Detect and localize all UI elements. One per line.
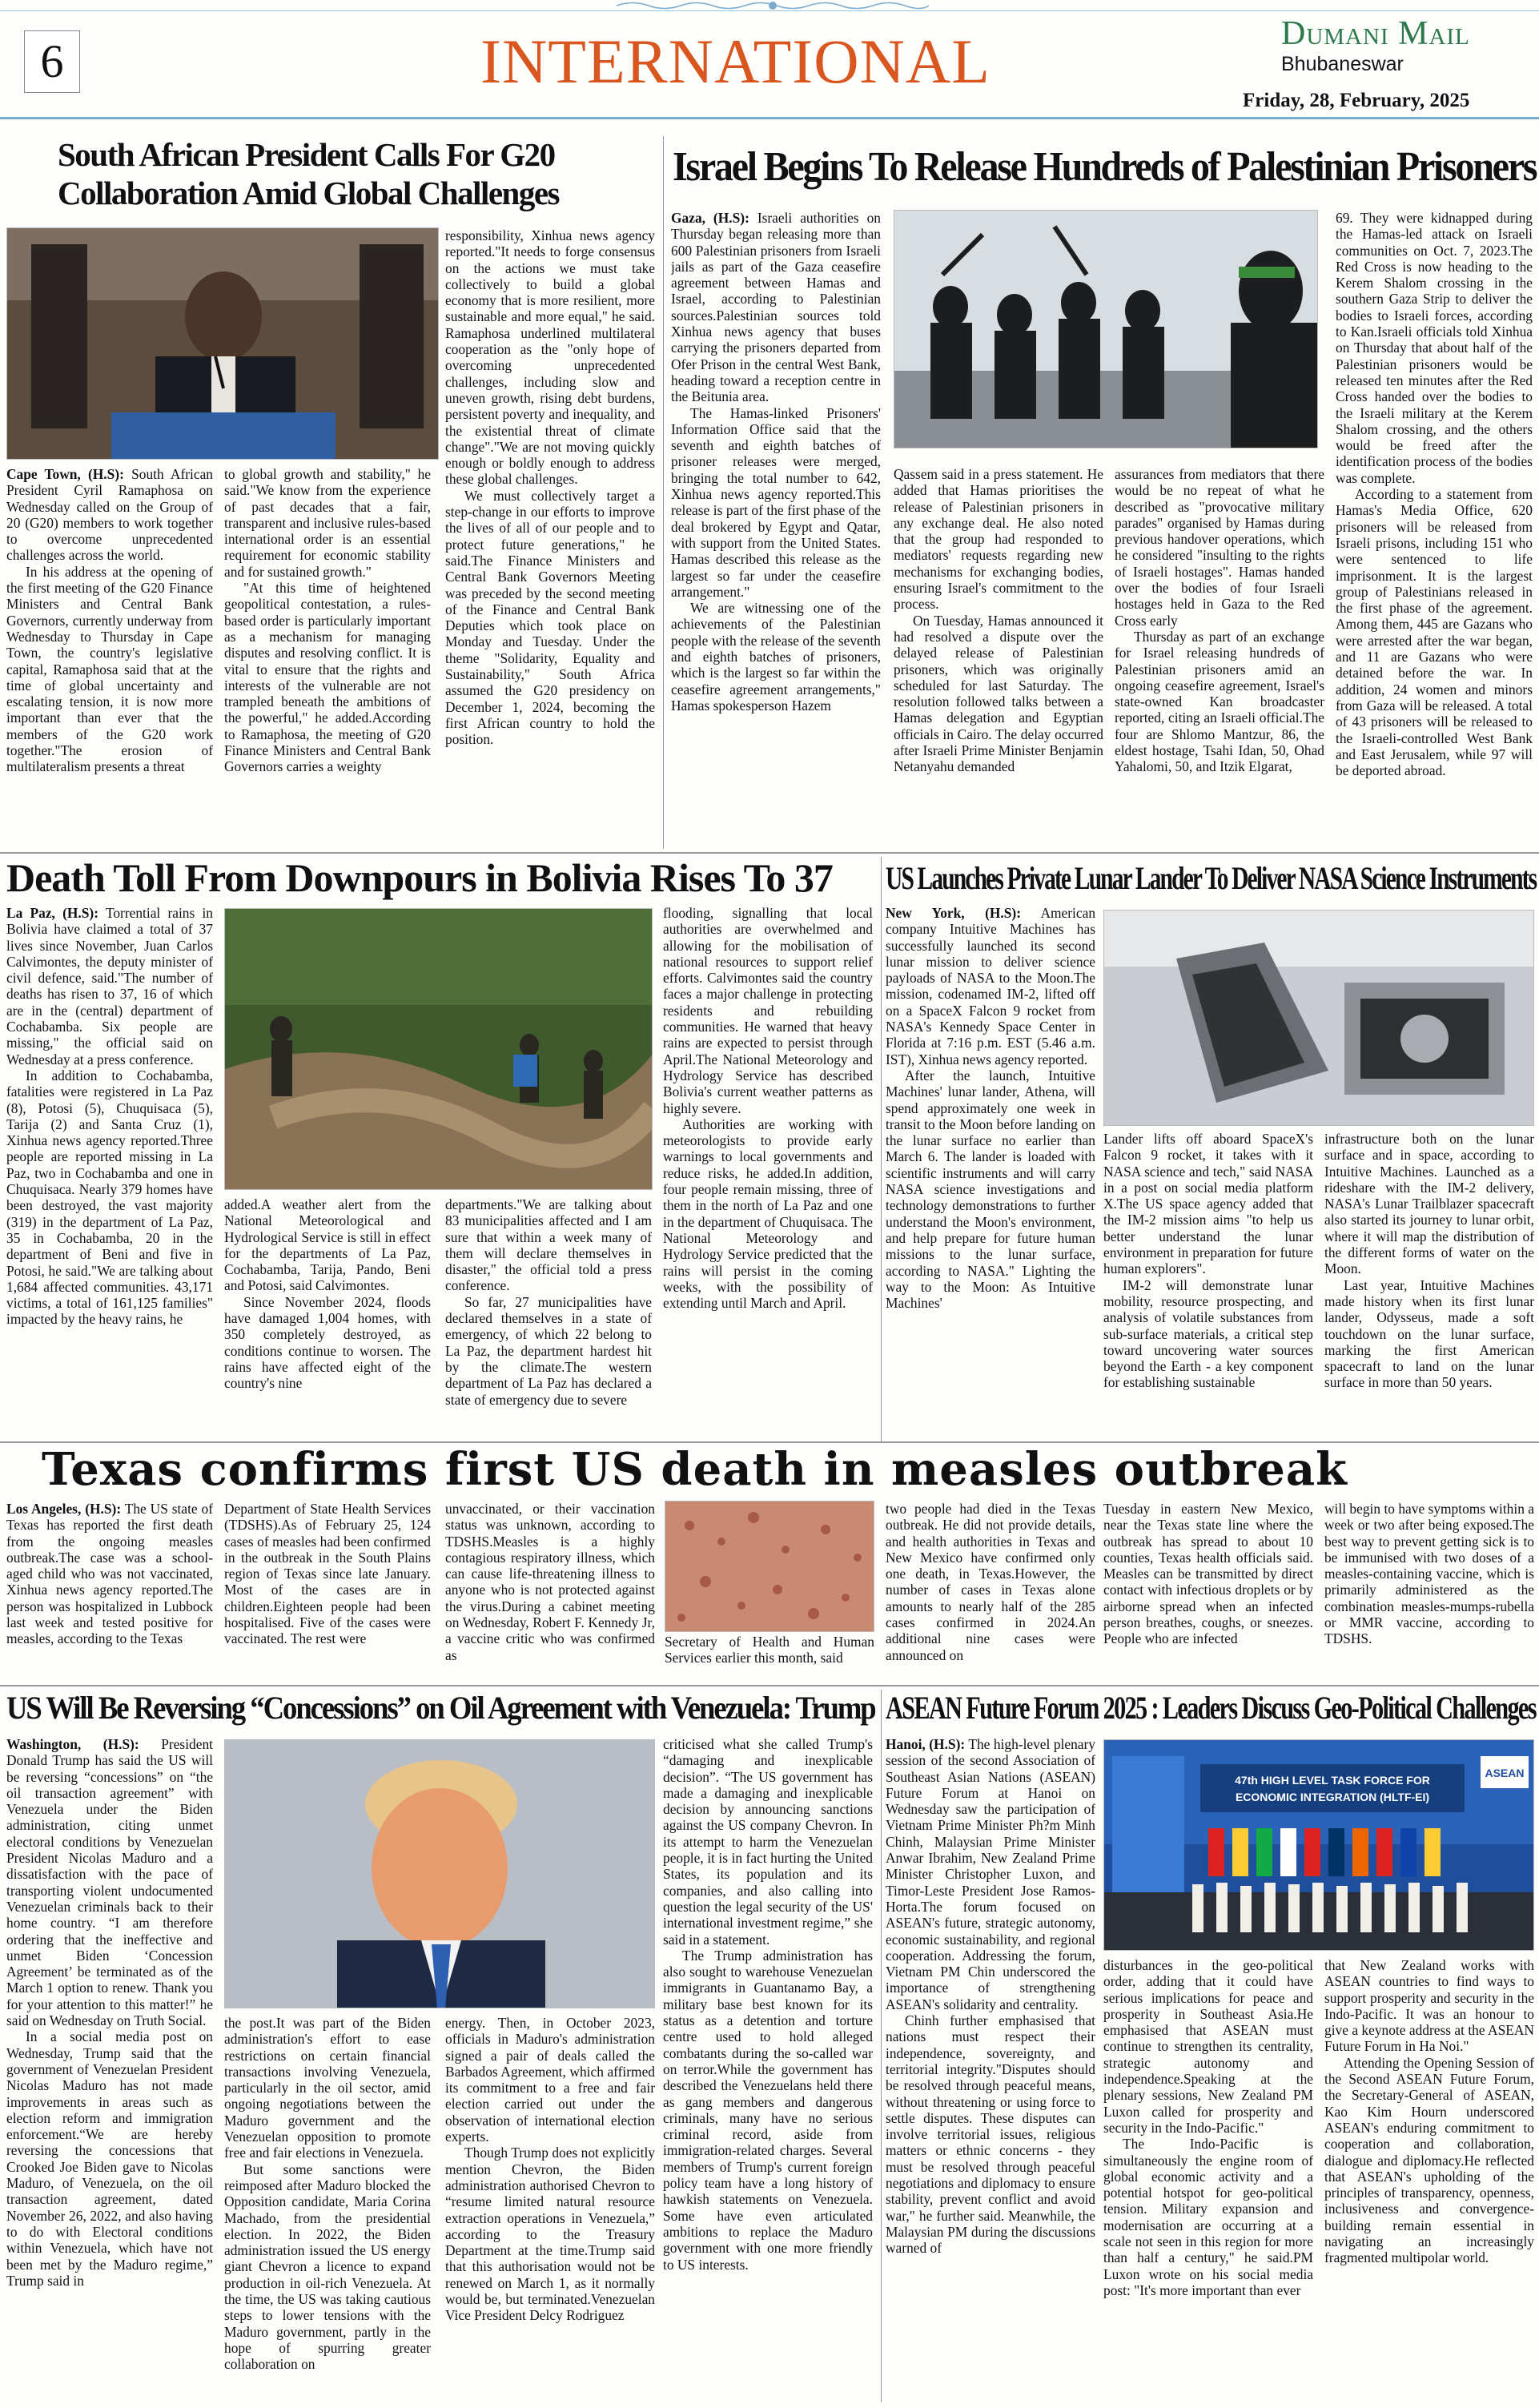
headline-line-2: Collaboration Amid Global Challenges [58,175,560,211]
issue-date: Friday, 28, February, 2025 [1243,90,1470,111]
article-column: disturbances in the geo-political order, adding that it could have serious implications for peace and prosperity in Southeast Asia.He emphasised that ASEAN must continue to strengthen its centrality, strategic autonomy and independence.Speaking at the plenary sessions, New Zealand PM Luxon called for prosperity and security in the Indo-Pacific." The Indo-Pacific is simultaneously the engine room of global economic activity and a potential hotspot for geo-political tension. Military expansion and modernisation are occurring at a scale not seen in this region for more than half a century," he said.PM Luxon wrote on his social media post: "It's more important than ever [1103,1957,1313,2298]
header-ornament [617,0,929,11]
banner-text-line: ECONOMIC INTEGRATION (HLTF-EI) [1235,1791,1430,1803]
article-column: will begin to have symptoms within a week or two after being exposed.The best way to prevent getting sick is to be immunised with two doses of a measles-containing vaccine, which is primarily administered as the combination measles-mumps-rubella or MMR vaccine, according to TDSHS. [1324,1501,1534,1647]
headline: US Will Be Reversing “Concessions” on Oil Agreement with Venezuela: Trump [6,1690,875,1726]
dateline: Washington, (H.S): [6,1736,139,1752]
article-column: unvaccinated, or their vaccination status was unknown, according to TDSHS.Measles is a highly contagious respiratory illness, which can cause life-threatening illness to anyone who is not protected against the virus.During a cabinet meeting on Wednesday, Robert F. Kennedy Jr, a vaccine critic who was confirmed as [445,1501,655,1663]
asean-logo-text: ASEAN [1485,1767,1525,1779]
column-divider [881,1690,882,2402]
dateline: Cape Town, (H.S): [6,466,124,482]
section-title: INTERNATIONAL [480,26,991,96]
article-column: Qassem said in a press statement. He added that Hamas prioritises the release of Palestinian prisoners in any exchange deal. He also noted that the group had responded to mediators' requests regarding new mechanisms for exchanging bodies, ensuring Israel's commitment to the process. On Tuesday, Hamas announced it had resolved a dispute over the delayed release of Palestinian prisoners, which was originally scheduled for last Saturday. The resolution followed talks between a Hamas delegation and Egyptian officials in Cairo. The delay occurred after Israeli Prime Minister Benjamin Netanyahu demanded [894,466,1103,775]
article-column: the post.It was part of the Biden administration's effort to ease restrictions on certain financial transactions involving Venezuela, particularly in the oil sector, amid ongoing negotiations between the Maduro government and the Venezuelan opposition to promote free and fair elections in Venezuela. But some sanctions were reimposed after Maduro blocked the Opposition candidate, Maria Corina Machado, from the presidential election. In 2022, the Biden administration issued the US energy giant Chevron a licence to expand production in oil-rich Venezuela. At the time, the US was taking cautious steps to lower tensions with the Maduro government, partly in the hope of spurring greater collaboration on [224,2015,431,2373]
dateline: Los Angeles, (H.S): [6,1501,122,1517]
headline: ASEAN Future Forum 2025 : Leaders Discuss Geo-Political Challenges [886,1690,1536,1726]
lunar-lander-photo [1103,910,1534,1126]
article-column: Secretary of Health and Human Services earlier this month, said [665,1634,874,1666]
article-column: assurances from mediators that there would be no repeat of what he described as "provocative military parades" organised by Hamas during previous handover operations, which he considered "insulting to the rights of Israeli hostages". Hamas handed over the bodies of four Israeli hostages held in Gaza to the Red Cross early Thursday as part of an exchange for Israel releasing hundreds of Palestinian prisoners amid an ongoing ceasefire agreement, Israel's state-owned Kan broadcaster reported, citing an Israeli official.The four are Shlomo Mantzur, 86, the eldest hostage, Tsahi Idan, 50, Ohad Yahalomi, 50, and Itzik Elgarat, [1115,466,1324,775]
article-column: infrastructure both on the lunar surface and in space, according to Intuitive Machines. Launched as a rideshare with the IM-2 delivery, NASA's Lunar Trailblazer spacecraft also started its journey to lunar orbit, where it will map the distribution of the different forms of water on the Moon. Last year, Intuitive Machines made history when its first lunar lander, Odysseus, made a soft touchdown on the lunar surface, marking the first American spacecraft to land on the lunar surface in more than 50 years. [1324,1131,1534,1391]
column-divider [881,857,882,1441]
article-column: La Paz, (H.S): Torrential rains in Bolivia have claimed a total of 37 lives since November, Juan Carlos Calvimontes, the deputy minister of civil defence, said."The number of deaths has risen to 37, 16 of which are in the (central) department of Cochabamba. Six people are missing," the official said on Wednesday at a press conference. In addition to Cochabamba, fatalities were registered in La Paz (8), Potosi (5), Chuquisaca (5), Tarija (2) and Santa Cruz (1), Xinhua news agency reported.Three people are reported missing in La Paz, two in Cochabamba and one in Chuquisaca. Nearly 379 homes have been destroyed, the vast majority (319) in the department of La Paz, 35 in Cochabamba, 20 in the department of Beni and five in Potosi, he said."We are talking about 1,684 affected communities. 43,171 victims, a total of 161,125 families" impacted by the heavy rains, he [6,905,213,1328]
article-column: energy. Then, in October 2023, officials in Maduro's administration signed a pair of deals called the Barbados Agreement, which affirmed its commitment to a free and fair election carried out under the observation of international election experts. Though Trump does not explicitly mention Chevron, the Biden administration authorised Chevron to “resume limited natural resource extraction operations in Venezuela,” according to the Treasury Department at the time.Trump said that this authorisation would not be renewed on March 1, as it normally would be, but terminated.Venezuelan Vice President Delcy Rodriguez [445,2015,655,2324]
trump-photo [224,1739,655,2008]
article-column: Lander lifts off aboard SpaceX's Falcon 9 rocket, it takes with it NASA science and tech," said NASA in a post on social media platform X.The US space agency added that the IM-2 mission aims "to help us better understand the lunar environment in preparation for future human explorers". IM-2 will demonstrate lunar mobility, resource prospecting, and analysis of volatile substances from sub-surface materials, a critical step toward uncovering water sources beyond the Earth - a key component for establishing sustainable [1103,1131,1313,1391]
headline: Israel Begins To Release Hundreds of Palestinian Prisoners [673,144,1537,190]
row-divider [0,852,1539,854]
headline-line-1: South African President Calls For G20 [58,136,555,173]
page-number: 6 [24,30,80,93]
article-column: flooding, signalling that local authorities are overwhelmed and allowing for the mobilisation of national resources to support relief efforts. Calvimontes said the country faces a major challenge in protecting residents and rebuilding communities. He warned that heavy rains are expected to persist through April.The National Meteorology and Hydrology Service has described Bolivia's current weather patterns as highly severe. Authorities are working with meteorologists to provide early warnings to local governments and reduce risks, he added.In addition, four people remain missing, three of them in the north of La Paz and one in the department of Chuquisaca. The National Meteorology and Hydrology Service predicted that the rains will persist in the coming weeks, with the possibility of extending until March and April. [663,905,873,1312]
measles-rash-photo [665,1501,874,1632]
article-column: that New Zealand works with ASEAN countries to find ways to support prosperity and security in the Indo-Pacific. It was an honour to give a keynote address at the ASEAN Future Forum in Ha Noi." Attending the Opening Session of the Second ASEAN Future Forum, the Secretary-General of ASEAN, Kao Kim Hourn underscored ASEAN's enduring commitment to cooperation and collaboration, dialogue and diplomacy.He reflected that ASEAN's upholding of the principles of transparency, openness, inclusiveness and convergence-building remain essential in navigating an increasingly fragmented multipolar world. [1324,1957,1534,2266]
article-column: criticised what she called Trump's “damaging and inexplicable decision”. “The US government has made a damaging and inexplicable decision by announcing sanctions against the US company Chevron. In its attempt to harm the Venezuelan people, it is in fact hurting the United States, its population and its companies, and also calling into question the legal security of the US' international investment regime,” she said in a statement. The Trump administration has also sought to warehouse Venezuelan immigrants in Guantanamo Bay, a military base best known for its status as a detention and torture centre used to hold alleged combatants during the so-called war on terror.While the government has described the Venezuelans held there as gang members and dangerous criminals, many have no serious criminal record, aside from immigration-related charges. Several members of Trump's current foreign policy team have a long history of hawkish statements on Venezuela. Some have even articulated ambitions to replace the Maduro government with one more friendly to US interests. [663,1736,873,2273]
dateline: Gaza, (H.S): [671,210,749,226]
article-column: Cape Town, (H.S): South African President Cyril Ramaphosa on Wednesday called on the Group of 20 (G20) members to work together to overcome unprecedented challenges across the world. In his address at the opening of the first meeting of the G20 Finance Ministers and Central Bank Governors, currently underway from Wednesday to Thursday in Cape Town, the country's legislative capital, Ramaphosa said that at the time of global uncertainty and escalating tension, it is now more important than ever that the members of the G20 work together."The erosion of multilateralism presents a threat [6,466,213,775]
masthead-city: Bhubaneswar [1281,53,1404,75]
asean-forum-photo [1103,1739,1534,1951]
article-column: to global growth and stability," he said."We know from the experience of past decades that a fair, transparent and inclusive rules-based international order is an essential requirement for economic stability and for sustained growth." "At this time of heightened geopolitical contestation, a rules-based order is particularly important as a mechanism for managing disputes and resolving conflict. It is vital to ensure that the rights and interests of the vulnerable are not trampled beneath the ambitions of the powerful," he added.According to Ramaphosa, the meeting of G20 Finance Ministers and Central Bank Governors carries a weighty [224,466,431,775]
header-rule [0,117,1539,119]
gaza-fighters-photo [894,210,1318,448]
row-divider [0,1685,1539,1686]
ramaphosa-photo [6,227,439,460]
column-divider [663,136,664,849]
headline: US Launches Private Lunar Lander To Deliver NASA Science Instruments [886,860,1537,896]
dateline: Hanoi, (H.S): [886,1736,966,1752]
article-column: added.A weather alert from the National Meteorological and Hydrological Service is still in effect for the departments of La Paz, Cochabamba, Tarija, Pando, Beni and Potosi, said Calvimontes. Since November 2024, floods have damaged 1,004 homes, with 350 completely destroyed, as conditions continue to worsen. The rains have affected eight of the country's nine [224,1196,431,1392]
article-column: 69. They were kidnapped during the Hamas-led attack on Israeli communities on Oct. 7, 2023.The Red Cross is now heading to the Kerem Shalom crossing in the southern Gaza Strip to deliver the bodies to Israeli forces, according to Kan.Israeli officials told Xinhua on Thursday that about half of the Palestinian prisoners would be released ten minutes after the Red Cross handed over the bodies to the Israeli military at the Kerem Shalom crossing, and the others would be freed after the identification process of the bodies was complete. According to a statement from Hamas's Media Office, 620 prisoners will be released from Israeli prisons, including 151 who were sentenced to life imprisonment. It is the largest group of Palestinians released in the first phase of the agreement. Among them, 445 are Gazans who were arrested after the war began, and 11 are Gazans who were detained before the war. In addition, 24 women and minors from Gaza will be released. A total of 43 prisoners will be released to the Israeli-controlled West Bank and East Jerusalem, while 97 will be deported abroad. [1336,210,1533,779]
article-column: Gaza, (H.S): Israeli authorities on Thursday began releasing more than 600 Palestinian prisoners from Israeli jails as part of the Gaza ceasefire agreement between Hamas and Israel, according to Palestinian sources.Palestinian sources told Xinhua news agency that buses carrying the prisoners departed from Ofer Prison in the central West Bank, heading toward a reception centre in the Beitunia area. The Hamas-linked Prisoners' Information Office said that the seventh and eighth batches of prisoner releases were merged, bringing the total number to 642, Xinhua news agency reported.This release is part of the first phase of the deal brokered by Egypt and Qatar, with support from the United States. Hamas described this release as the largest so far under the ceasefire arrangement." We are witnessing one of the achievements of the Palestinian people with the release of the seventh and eighth batches of prisoners, which is the largest so far within the ceasefire agreement arrangements," Hamas spokesperson Hazem [671,210,881,714]
article-column: Hanoi, (H.S): The high-level plenary session of the second Association of Southeast Asian Nations (ASEAN) Future Forum at Hanoi on Wednesday saw the participation of Vietnam Prime Minister Ph?m Minh Chinh, Malaysian Prime Minister Anwar Ibrahim, New Zealand Prime Minister Christopher Luxon, and Timor-Leste President Jose Ramos-Horta.The forum focused on ASEAN's future, strategic autonomy, economic sustainability, and regional cooperation. Addressing the forum, Vietnam PM Chin underscored the importance of strengthening ASEAN's solidarity and centrality. Chinh further emphasised that nations must respect their independence, sovereignty, and territorial integrity."Disputes should be resolved through peaceful means, without threatening or using force to settle disputes. These disputes can involve territorial issues, religious matters or ethnic concerns - they must be resolved through peaceful negotiations and diplomacy to ensure stability, prevent conflict and avoid war," he further said. Meanwhile, the Malaysian PM during the discussions warned of [886,1736,1095,2257]
article-column: departments."We are talking about 83 municipalities affected and I am sure that within a week many of them will declare themselves in disaster," the official told a press conference. So far, 27 municipalities have declared themselves in a state of emergency, of which 22 belong to La Paz, the department hardest hit by the climate.The western department of La Paz has declared a state of emergency due to severe [445,1196,652,1408]
headline: Death Toll From Downpours in Bolivia Rises To 37 [6,855,833,900]
article-column: responsibility, Xinhua news agency reported."It needs to forge consensus on the actions we must take collectively to build a global economy that is more resilient, more sustainable and more equal," he said. Ramaphosa underlined multilateral cooperation as the "only hope of overcoming unprecedented challenges, including slow and uneven growth, rising debt burdens, persistent poverty and inequality, and the existential threat of climate change"."We are not moving quickly enough or boldly enough to address these global challenges. We must collectively target a step-change in our efforts to improve the lives of all of our people and to protect future generations," he said.The Finance Ministers and Central Bank Governors Meeting was preceded by the second meeting of the Finance and Central Bank Deputies which took place on Monday and Tuesday. Under the theme "Solidarity, Equality and Sustainability," South Africa assumed the G20 presidency on December 1, 2024, becoming the first African country to hold the position. [445,227,655,748]
dateline: La Paz, (H.S): [6,905,99,921]
headline: Texas confirms first US death in measles outbreak [42,1443,1348,1496]
dateline: New York, (H.S): [886,905,1021,921]
article-column: Los Angeles, (H.S): The US state of Texas has reported the first death from the ongoing measles outbreak.The case was a school-aged child who was not vaccinated, Xinhua news agency reported.The person was hospitalized in Lubbock last week and tested positive for measles, according to the Texas [6,1501,213,1647]
article-column: two people had died in the Texas outbreak. He did not provide details, and health authorities in Texas and New Mexico have confirmed only one death, in Texas.However, the number of cases in Texas alone amounts to nearly half of the 285 cases confirmed in 2024.An additional nine cases were announced on [886,1501,1095,1663]
article-column: Washington, (H.S): President Donald Trump has said the US will be reversing “concessions” on “the oil transaction agreement” with Venezuela under the Biden administration, citing unmet electoral conditions by Venezuelan President Nicolas Maduro and a dissatisfaction with the pace of transporting violent undocumented Venezuelan criminals back to their home country. “I am therefore ordering that the ineffective and unmet Biden ‘Concession Agreement’ be terminated as of the March 1 option to renew. Thank you for your attention to this matter!” he said on Wednesday on Truth Social. In a social media post on Wednesday, Trump said that the government of Venezuelan President Nicolas Maduro has not made improvements in areas such as election reform and immigration enforcement.“We are hereby reversing the concessions that Crooked Joe Biden gave to Nicolas Maduro, of Venezuela, on the oil transaction agreement, dated November 26, 2022, and also having to do with Electoral conditions within Venezuela, which have not been met by the Maduro regime,” Trump said in [6,1736,213,2289]
masthead-brand: Dumani Mail [1281,15,1470,52]
bolivia-flood-photo [224,908,653,1190]
article-column: Department of State Health Services (TDSHS).As of February 25, 124 cases of measles had been confirmed in the outbreak in the South Plains region of Texas since late January. Most of the cases are in children.Eighteen people had been hospitalised. Five of the cases were vaccinated. The rest were [224,1501,431,1647]
banner-text-line: 47th HIGH LEVEL TASK FORCE FOR [1235,1774,1430,1787]
article-column: Tuesday in eastern New Mexico, near the Texas state line where the outbreak has spread to about 10 counties, Texas health officials said. Measles can be transmitted by direct contact with infectious droplets or by airborne spread when an infected person breathes, coughs, or sneezes. People who are infected [1103,1501,1313,1647]
article-column: New York, (H.S): American company Intuitive Machines has successfully launched its second lunar mission to deliver science payloads of NASA to the Moon.The mission, codenamed IM-2, lifted off on a SpaceX Falcon 9 rocket from NASA's Kennedy Space Center in Florida at 7:16 p.m. EST (5.46 a.m. IST), Xinhua news agency reported. After the launch, Intuitive Machines' lunar lander, Athena, will spend approximately one week in transit to the Moon before landing on the lunar surface no earlier than March 6. The lander is loaded with scientific instruments and will carry NASA science investigations and technology demonstrations to further understand the Moon's environment, and help prepare for future human missions to the lunar surface, according to NASA." Lighting the way to the Moon: As Intuitive Machines' [886,905,1095,1312]
